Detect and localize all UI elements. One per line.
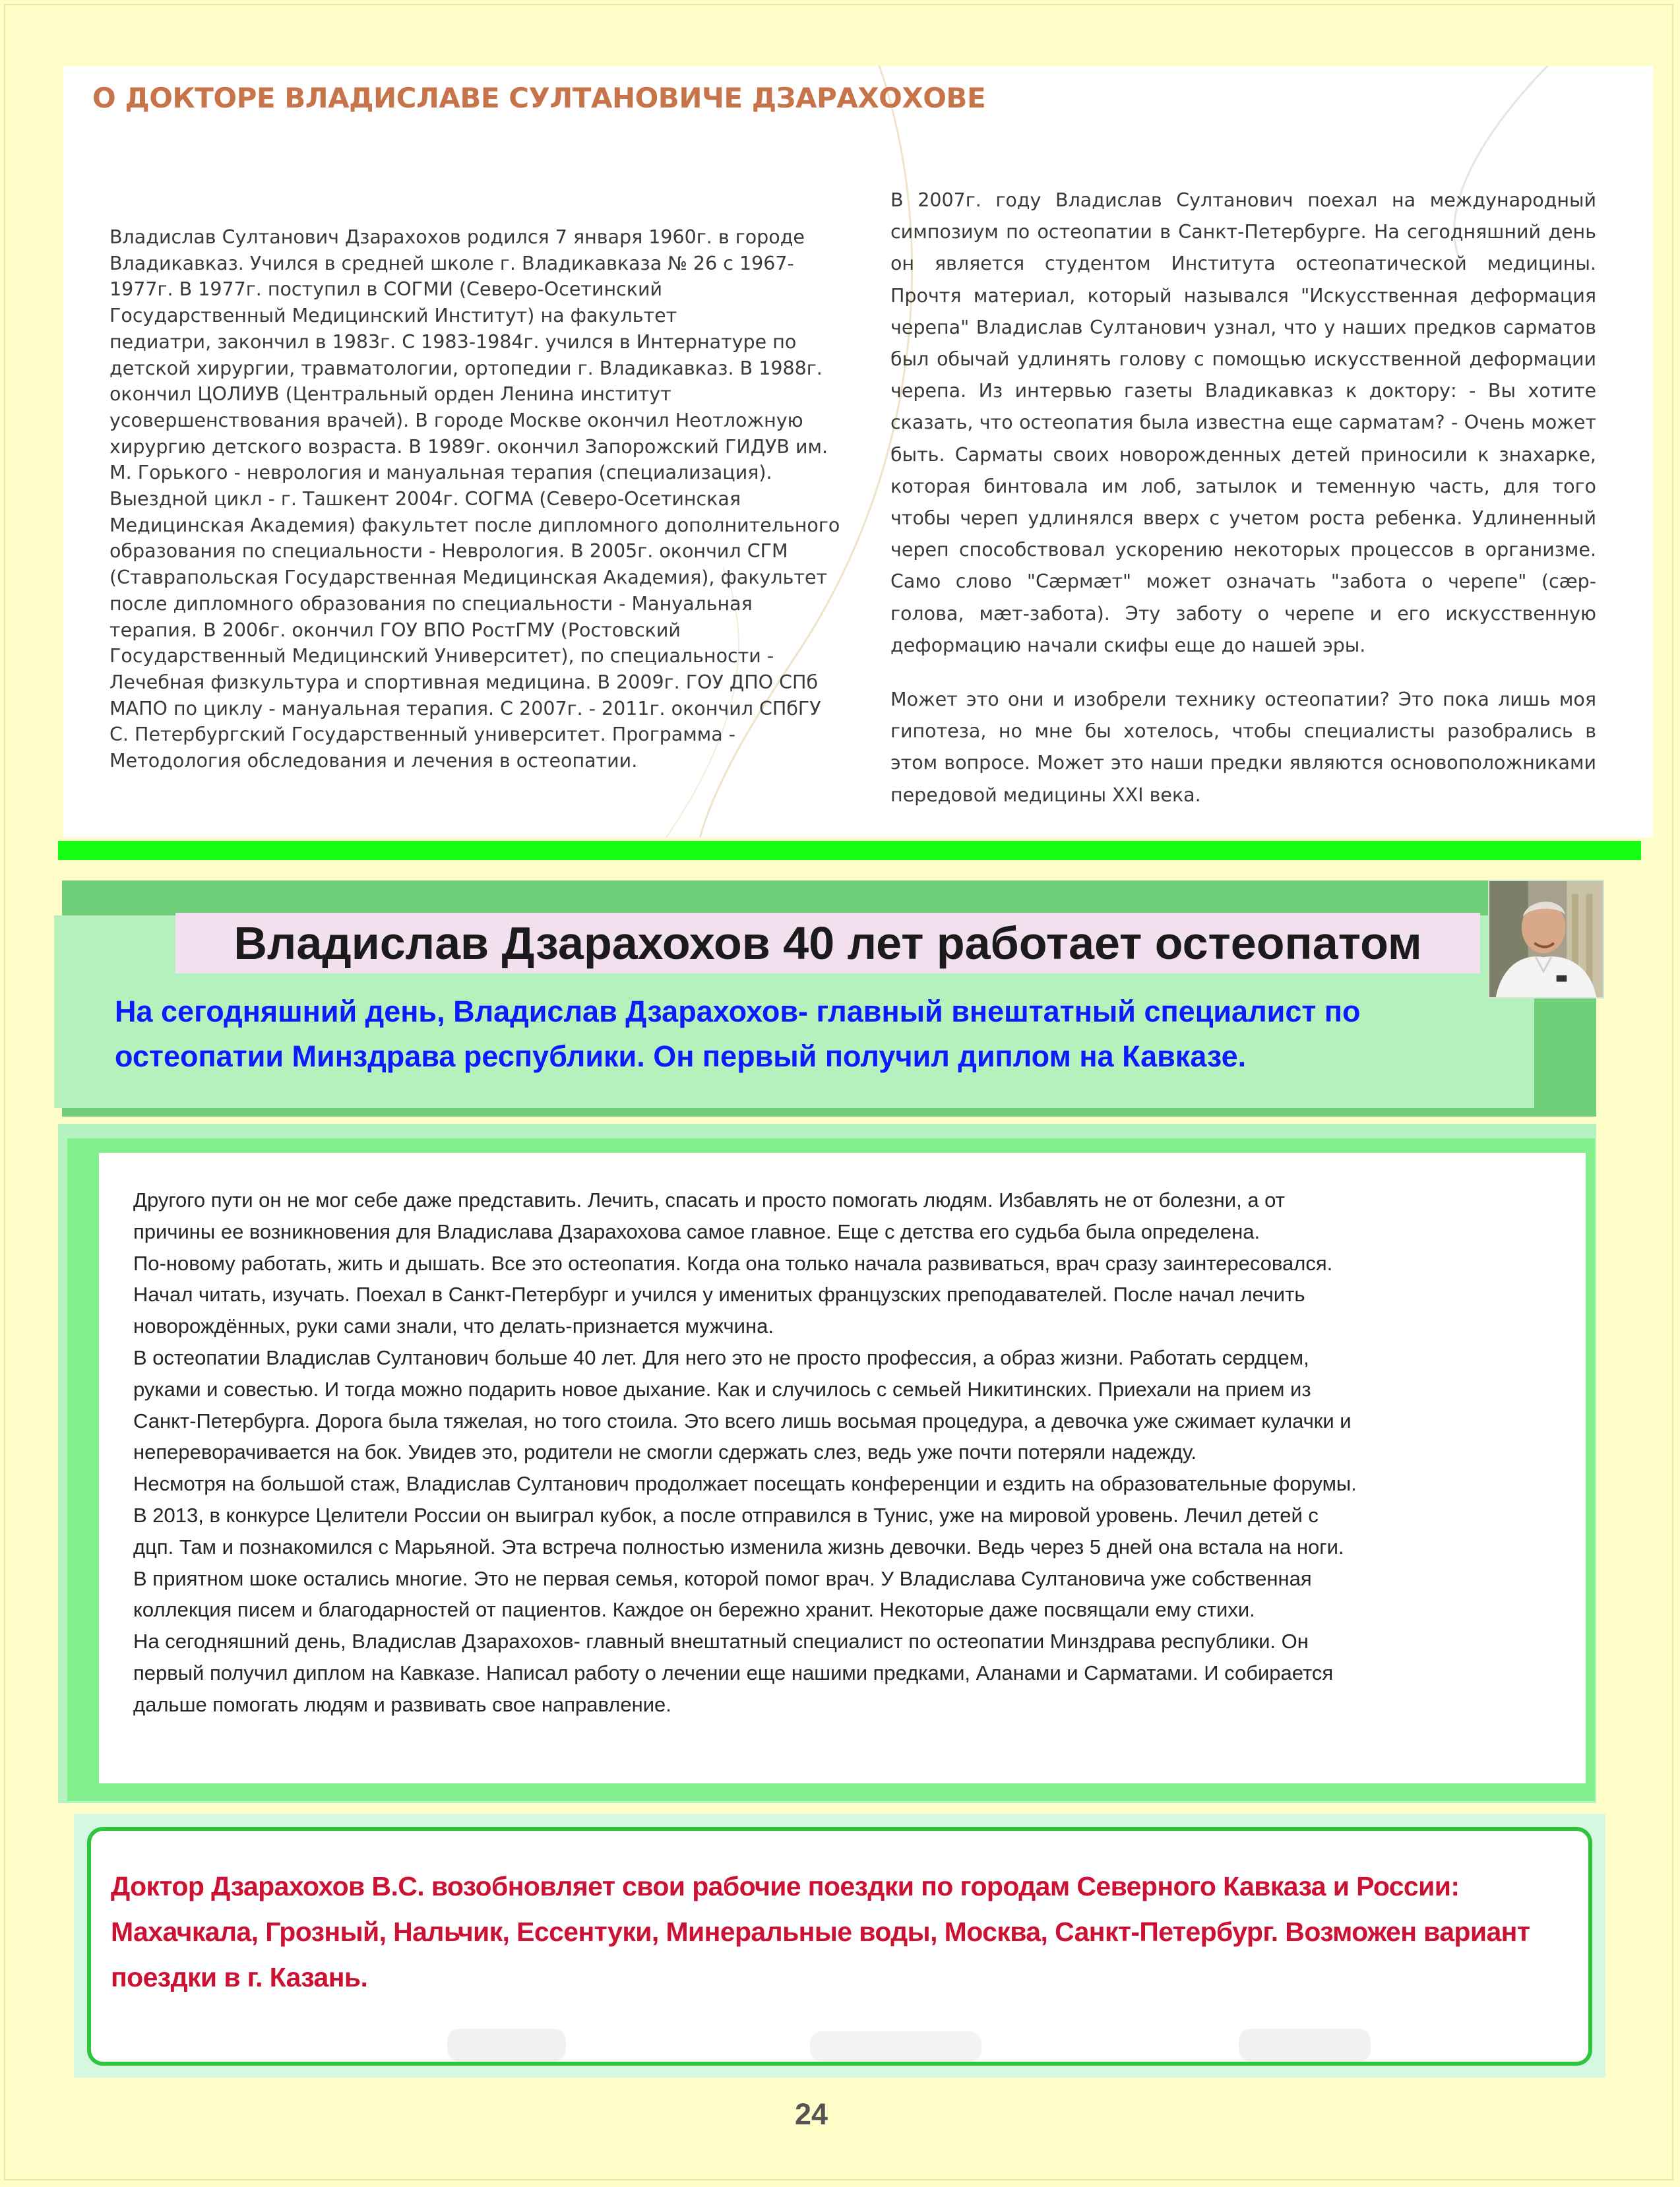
- biography-paragraph: В 2007г. году Владислав Султанович поехал на международный симпозиум по остеопатии в Санкт-Петербурге. На сегодняшний день он является студентом Института остеопатической медицины. Прочтя материал, который назывался "Искусственная деформация черепа" Владислав Султанович узнал, что у наших предков сарматов был обычай удлинять голову с помощью искусственной деформации черепа. Из интервью газеты Владикавказ к доктору: - Вы хотите сказать, что остеопатия была известна еще сарматам? - Очень может быть. Сарматы своих новорожденных детей приносили к знахарке, которая бинтовала им лоб, затылок и теменную часть, для того чтобы череп удлинялся вверх с учетом роста ребенка. Удлиненный череп способствовал ускорению некоторых процессов в организме. Само слово "Сæрмæт" может означать "забота о черепе" (сæр-голова, мæт-забота). Эту заботу о черепе и его искусственную деформацию начали скифы еще до нашей эры.: [890, 189, 1596, 656]
- section-divider: [58, 841, 1641, 860]
- biography-title: О ДОКТОРЕ ВЛАДИСЛАВЕ СУЛТАНОВИЧЕ ДЗАРАХОХОВЕ: [92, 82, 986, 114]
- trips-text: Доктор Дзарахохов В.С. возобновляет свои рабочие поездки по городам Северного Кавказа и России: Махачкала, Грозный, Нальчик, Ессентуки, Минеральные воды, Москва, Санкт-Петербург. Возможен вариант поездки в г. Казань.: [111, 1871, 1530, 1992]
- faded-background-graphic: [91, 2022, 1588, 2062]
- headline-title: Владислав Дзарахохов 40 лет работает остеопатом: [175, 913, 1480, 973]
- headline-subtitle: На сегодняшний день, Владислав Дзарахохов- главный внештатный специалист по остеопатии Минздрава республики. Он первый получил диплом на Кавказе.: [115, 995, 1361, 1073]
- doctor-photo: [1488, 880, 1604, 999]
- biography-education-text: Владислав Султанович Дзарахохов родился 7 января 1960г. в городе Владикавказ. Учился в средней школе г. Владикавказа № 26 с 1967- 1977г. В 1977г. поступил в СОГМИ (Северо-Осетинский Государственный Медицинский Институт) на факультет педиатри, закончил в 1983г. С 1983-1984г. учился в Интернатуре по детской хирургии, травматологии, ортопедии г. Владикавказ. В 1988г. окончил ЦОЛИУВ (Центральный орден Ленина институт усовершенствования врачей). В городе Москве окончил Неотложную хирургию детского возраста. В 1989г. окончил Запорожский ГИДУВ им. М. Горького - неврология и мануальная терапия (специализация). Выездной цикл - г. Ташкент 2004г. СОГМА (Северо-Осетинская Медицинская Академия) факультет после дипломного дополнительного образования по специальности - Неврология. В 2005г. окончил СГМ (Ставрапольская Государственная Медицинская Академия), факультет после дипломного образования по специальности - Мануальная терапия. В 2006г. окончил ГОУ ВПО РостГМУ (Ростовский Государственный Медицинский Университет), по специальности - Лечебная физкультура и спортивная медицина. В 2009г. ГОУ ДПО СПб МАПО по циклу - мануальная терапия. С 2007г. - 2011г. окончил СПбГУ С. Петербургский Государственный университет. Программа - Методология обследования и лечения в остеопатии.: [109, 226, 840, 772]
- page-number: 24: [794, 2097, 828, 2131]
- trips-announcement: [87, 1827, 1592, 2066]
- article-body: Другого пути он не мог себе даже представить. Лечить, спасать и просто помогать людям. Избавлять не от болезни, а от причины ее возникновения для Владислава Дзарахохова самое главное. Еще с детства его судьба была определена. По-новому работать, жить и дышать. Все это остеопатия. Когда она только начала развиваться, врач сразу заинтересовался. Начал читать, изучать. Поехал в Санкт-Петербург и учился у именитых французских преподавателей. После начал лечить новорождённых, руки сами знали, что делать-признается мужчина. В остеопатии Владислав Султанович больше 40 лет. Для него это не просто профессия, а образ жизни. Работать сердцем, руками и совестью. И тогда можно подарить новое дыхание. Как и случилось с семьей Никитинских. Приехали на прием из Санкт-Петербурга. Дорога была тяжелая, но того стоила. Это всего лишь восьмая процедура, а девочка уже сжимает кулачки и непереворачивается на бок. Увидев это, родители не смогли сдержать слез, ведь уже почти потеряли надежду. Несмотря на большой стаж, Владислав Султанович продолжает посещать конференции и ездить на образовательные форумы. В 2013, в конкурсе Целители России он выиграл кубок, а после отправился в Тунис, уже на мировой уровень. Лечил детей с дцп. Там и познакомился с Марьяной. Эта встреча полностью изменила жизнь девочки. Ведь через 5 дней она встала на ноги. В приятном шоке остались многие. Это не первая семья, которой помог врач. У Владислава Султановича уже собственная коллекция писем и благодарностей от пациентов. Каждое он бережно хранит. Некоторые даже посвящали ему стихи. На сегодняшний день, Владислав Дзарахохов- главный внештатный специалист по остеопатии Минздрава республики. Он первый получил диплом на Кавказе. Написал работу о лечении еще нашими предками, Аланами и Сарматами. И собирается дальше помогать людям и развивать свое направление.: [133, 1188, 1357, 1716]
- doctor-portrait-image: [1489, 881, 1603, 997]
- article-card: [99, 1153, 1586, 1783]
- biography-paragraph: Может это они и изобрели технику остеопатии? Это пока лишь моя гипотеза, но мне бы хотелось, чтобы специалисты разобрались в этом вопросе. Может это наши предки являются основоположниками передовой медицины XXI века.: [890, 689, 1596, 806]
- scanned-biography: [63, 66, 1653, 838]
- biography-right-column: [890, 185, 1596, 811]
- biography-left-column: [109, 224, 881, 774]
